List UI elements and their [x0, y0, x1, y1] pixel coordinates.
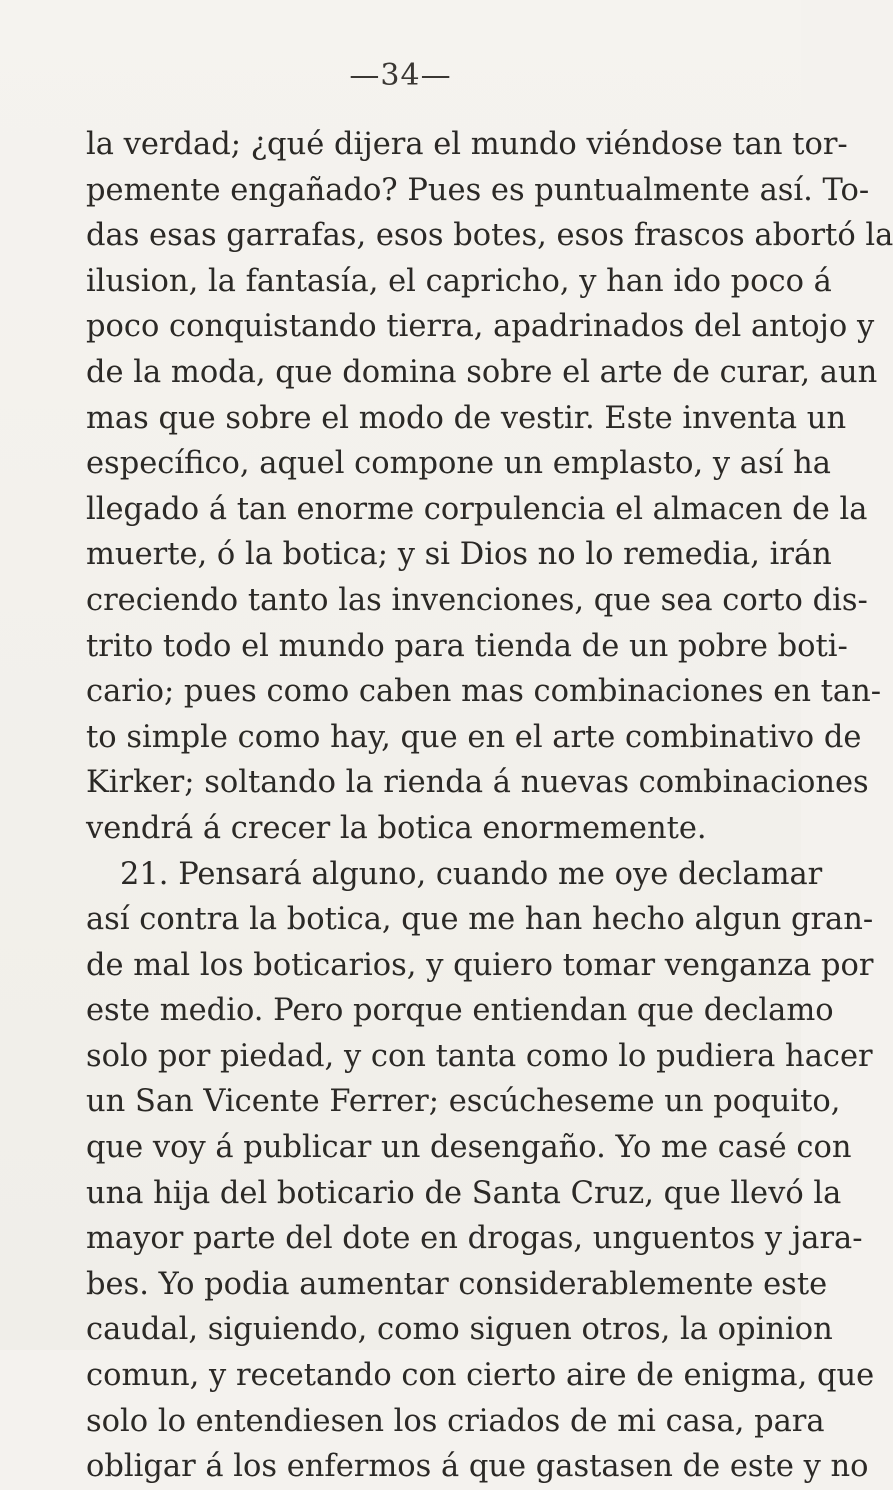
text-line: comun, y recetando con cierto aire de enigma, que: [86, 1358, 875, 1394]
text-line: vendrá á crecer la botica enormemente.: [86, 810, 707, 846]
text-line: específico, aquel compone un emplasto, y así ha: [86, 446, 831, 482]
text-line: bes. Yo podia aumentar considerablemente este: [86, 1266, 828, 1302]
text-line: muerte, ó la botica; y si Dios no lo remedia, irán: [86, 537, 832, 573]
text-line: este medio. Pero porque entiendan que declamo: [86, 993, 834, 1029]
text-line: que voy á publicar un desengaño. Yo me casé con: [86, 1130, 852, 1166]
text-line: la verdad; ¿qué dijera el mundo viéndose tan tor-: [86, 127, 848, 162]
text-line: caudal, siguiendo, como siguen otros, la opinion: [86, 1312, 833, 1348]
text-line: de la moda, que domina sobre el arte de curar, aun: [86, 354, 878, 390]
page-number: —34—: [349, 58, 452, 93]
text-line: das esas garrafas, esos botes, esos frascos abortó la: [86, 218, 893, 254]
text-line: solo por piedad, y con tanta como lo pudiera hacer: [86, 1038, 873, 1074]
text-line: obligar á los enfermos á que gastasen de este y no: [86, 1449, 869, 1485]
text-line: to simple como hay, que en el arte combinativo de: [86, 719, 862, 755]
text-line: llegado á tan enorme corpulencia el almacen de la: [86, 491, 868, 527]
text-line: una hija del boticario de Santa Cruz, que llevó la: [86, 1175, 842, 1211]
text-line: mayor parte del dote en drogas, unguentos y jara-: [86, 1221, 863, 1257]
text-line: Kirker; soltando la rienda á nuevas combinaciones: [86, 765, 869, 801]
text-line: pemente engañado? Pues es puntualmente así. To-: [86, 172, 870, 208]
body-text: [86, 122, 893, 1490]
text-line: creciendo tanto las invenciones, que sea corto dis-: [86, 582, 868, 618]
text-line: de mal los boticarios, y quiero tomar venganza por: [86, 947, 874, 983]
text-line: trito todo el mundo para tienda de un pobre boti-: [86, 628, 848, 664]
text-line: cario; pues como caben mas combinaciones en tan-: [86, 674, 882, 710]
text-line: poco conquistando tierra, apadrinados del antojo y: [86, 309, 875, 345]
text-line: 21. Pensará alguno, cuando me oye declamar: [120, 856, 823, 892]
text-line: así contra la botica, que me han hecho algun gran-: [86, 902, 874, 938]
text-line: mas que sobre el modo de vestir. Este inventa un: [86, 400, 847, 436]
text-line: un San Vicente Ferrer; escúcheseme un poquito,: [86, 1084, 841, 1120]
text-line: solo lo entendiesen los criados de mi casa, para: [86, 1403, 825, 1439]
text-line: ilusion, la fantasía, el capricho, y han ido poco á: [86, 263, 832, 299]
